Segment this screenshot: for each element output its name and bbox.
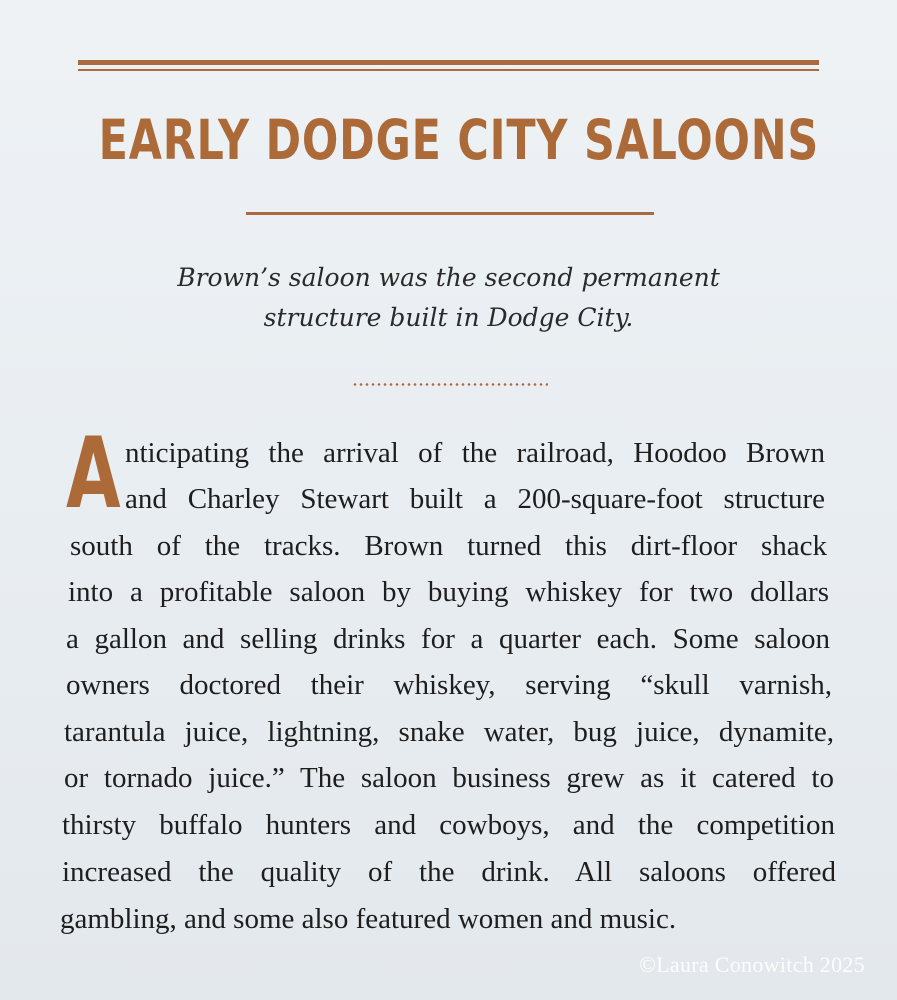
title-underline-rule bbox=[246, 212, 654, 215]
drop-cap: A bbox=[66, 417, 121, 531]
subtitle-line: structure built in Dodge City. bbox=[263, 303, 634, 332]
body-line: nticipating the arrival of the railroad, Hoodoo Brown bbox=[125, 437, 825, 469]
body-line: south of the tracks. Brown turned this dirt-floor shack bbox=[70, 530, 827, 562]
body-line: increased the quality of the drink. All saloons offered bbox=[62, 856, 836, 888]
body-line: gambling, and some also featured women and music. bbox=[60, 903, 677, 935]
subtitle-line: Brown’s saloon was the second permanent bbox=[177, 263, 720, 292]
body-line: a gallon and selling drinks for a quarter each. Some saloon bbox=[66, 623, 830, 655]
body-line: or tornado juice.” The saloon business grew as it catered to bbox=[64, 762, 834, 794]
top-double-rule bbox=[78, 60, 819, 74]
top-rule-thick bbox=[78, 60, 819, 65]
body-line: owners doctored their whiskey, serving “skull varnish, bbox=[66, 669, 832, 701]
body-line: into a profitable saloon by buying whiskey for two dollars bbox=[68, 576, 829, 608]
panel-subtitle bbox=[150, 258, 747, 338]
panel-title: EARLY DODGE CITY SALOONS bbox=[98, 108, 820, 172]
copyright-watermark: ©Laura Conowitch 2025 bbox=[639, 952, 865, 977]
top-rule-thin bbox=[78, 69, 819, 71]
body-line: tarantula juice, lightning, snake water, bug juice, dynamite, bbox=[64, 716, 834, 748]
body-line: thirsty buffalo hunters and cowboys, and the competition bbox=[62, 809, 835, 841]
dotted-divider bbox=[352, 383, 548, 386]
body-line: and Charley Stewart built a 200-square-foot structure bbox=[125, 483, 825, 515]
